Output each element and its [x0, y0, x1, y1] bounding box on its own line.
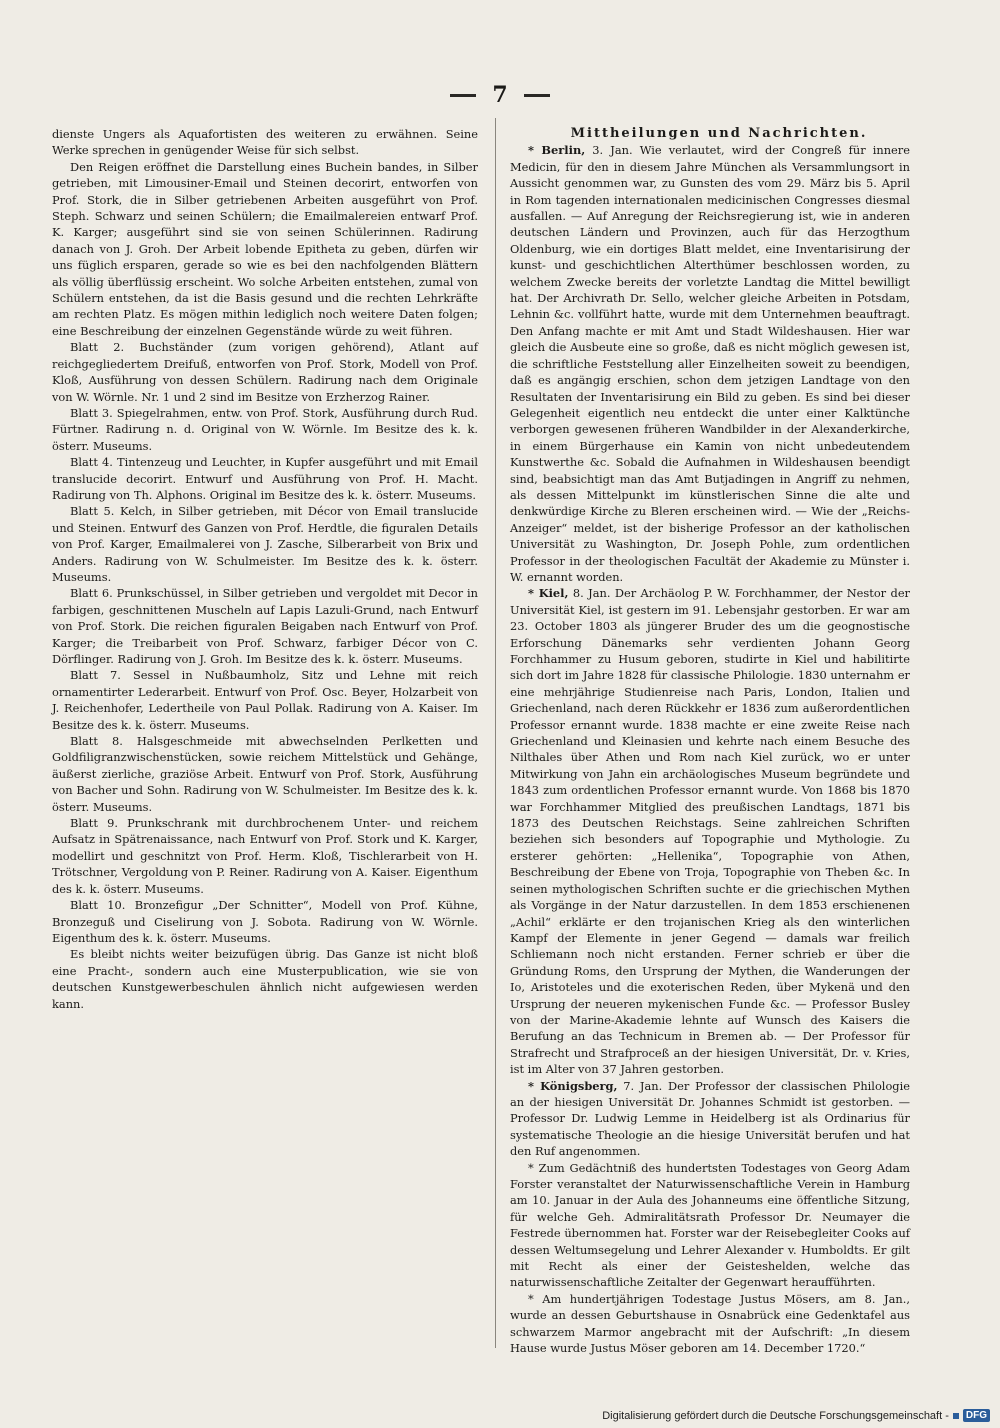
news-item	[510, 142, 910, 585]
news-item-lead: * Berlin,	[528, 143, 586, 158]
news-item-lead: * Königsberg,	[528, 1078, 618, 1093]
news-item-text: 3. Jan. Wie verlautet, wird der Congreß für innere Medicin, für den in diesem Jahre München als Versammlungsort in Aussicht genommen war, zu Gunsten des vom 29. März bis 5. April in Rom tagenden internationalen medicinischen Congresses diesmal ausfallen. — Auf Anregung der Reichsregierung ist, wie in anderen deutschen Ländern und Provinzen, auch für das Herzogthum Oldenburg, wie ein dortiges Blatt meldet, eine Inventarisirung der kunst- und geschichtlichen Alterthümer beschlossen worden, zu welchem Zwecke bereits der vorletzte Landtag die Mittel bewilligt hat. Der Archivrath Dr. Sello, welcher gleiche Arbeiten in Potsdam, Lehnin &c. vollführt hatte, wurde mit dem Unternehmen beauftragt. Den Anfang machte er mit Amt und Stadt Wildeshausen. Hier war gleich die Ausbeute eine so große, daß es nicht möglich gewesen ist, die schriftliche Feststellung aller Einzelheiten soweit zu beendigen, daß es angängig erschien, schon dem jetzigen Landtage von den Resultaten der Inventarisirung ein Bild zu geben. Es sind bei dieser Gelegenheit eigentlich neu entdeckt die unter einer Kalktünche verborgen gewesenen früheren Wandbilder in der Alexanderkirche, in einem Bürgerhause ein Kamin von nicht unbedeutendem Kunstwerthe &c. Sobald die Aufnahmen in Wildeshausen beendigt sind, beabsichtigt man das Amt Butjadingen in Angriff zu nehmen, als dessen Mittelpunkt im künstlerischen Sinne die alte und denkwürdige Kirche zu Bleren erscheinen wird. — Wie der „Reichs-Anzeiger“ meldet, ist der bisherige Professor an der katholischen Universität zu Washington, Dr. Joseph Pohle, zum ordentlichen Professor in der theologischen Facultät der Akademie zu Münster i. W. ernannt worden.	[510, 143, 910, 584]
news-item-text: * Zum Gedächtniß des hundertsten Todestages von Georg Adam Forster veranstaltet der Naturwissenschaftliche Verein in Hamburg am 10. Januar in der Aula des Johanneums eine öffentliche Sitzung, für welche Geh. Admiralitätsrath Professor Dr. Neumayer die Festrede übernommen hat. Forster war der Reisebegleiter Cooks auf dessen Weltumsegelung und Lehrer Alexander v. Humboldts. Er gilt mit Recht als einer der Geisteshelden, welche das naturwissenschaftliche Zeitalter der Gegenwart heraufführten.	[510, 1160, 910, 1290]
left-paragraph: Blatt 2. Buchständer (zum vorigen gehörend), Atlant auf reichgegliedertem Dreifuß, entworfen von Prof. Stork, Modell von Prof. Kloß, Ausführung von dessen Schülern. Radirung nach dem Originale von W. Wörnle. Nr. 1 und 2 sind im Besitze von Erzherzog Rainer.	[52, 340, 478, 404]
page-header	[0, 80, 1000, 110]
news-item	[510, 1078, 910, 1160]
left-paragraph: Blatt 6. Prunkschüssel, in Silber getrieben und vergoldet mit Decor in farbigen, geschnittenen Muscheln auf Lapis Lazuli-Grund, nach Entwurf von Prof. Stork. Die reichen figuralen Beigaben nach Entwurf von Prof. Karger; die Treibarbeit von Prof. Schwarz, farbiger Décor von C. Dörflinger. Radirung von J. Groh. Im Besitze des k. k. österr. Museums.	[52, 586, 478, 666]
section-title: Mittheilungen und Nachrichten.	[570, 126, 868, 141]
left-paragraph: Blatt 4. Tintenzeug und Leuchter, in Kupfer ausgeführt und mit Email translucide decorirt. Entwurf und Ausführung von Prof. H. Macht. Radirung von Th. Alphons. Original im Besitze des k. k. österr. Museums.	[52, 455, 478, 502]
news-item-lead: * Kiel,	[528, 586, 569, 601]
left-paragraph: Blatt 5. Kelch, in Silber getrieben, mit Décor von Email translucide und Steinen. Entwurf des Ganzen von Prof. Herdtle, die figuralen Details von Prof. Karger, Emailmalerei von J. Zasche, Silberarbeit von Brix und Anders. Radirung von W. Schulmeister. Im Besitze des k. k. österr. Museums.	[52, 504, 478, 584]
left-paragraph: Blatt 3. Spiegelrahmen, entw. von Prof. Stork, Ausführung durch Rud. Fürtner. Radirung n. d. Original von W. Wörnle. Im Besitze des k. k. österr. Museums.	[52, 405, 478, 453]
left-paragraph: Blatt 9. Prunkschrank mit durchbrochenem Unter- und reichem Aufsatz in Spätrenaissance, nach Entwurf von Prof. Stork und K. Karger, modellirt und geschnitzt von Prof. Herm. Kloß, Tischlerarbeit von H. Trötschner, Vergoldung von P. Reiner. Radirung von A. Kaiser. Eigenthum des k. k. österr. Museums.	[52, 816, 478, 896]
news-item-text: 8. Jan. Der Archäolog P. W. Forchhammer, der Nestor der Universität Kiel, ist gestern im 91. Lebensjahr gestorben. Er war am 23. October 1803 als jüngerer Bruder des um die geognostische Erforschung Dänemarks sehr verdienten Johann Georg Forchhammer zu Husum geboren, studirte in Kiel und habilitirte sich dort im Jahre 1828 für classische Philologie. 1830 unternahm er eine mehrjährige Studienreise nach Paris, London, Italien und Griechenland, nach deren Rückkehr er 1836 zum außerordentlichen Professor ernannt wurde. 1838 machte er eine zweite Reise nach Griechenland und Kleinasien und kehrte nach einem Besuche des Nilthales über Athen und Rom nach Kiel zurück, wo er unter Mitwirkung von Jahn ein archäologisches Museum begründete und 1843 zum ordentlichen Professor ernannt wurde. Von 1868 bis 1870 war Forchhammer Mitglied des preußischen Landtags, 1871 bis 1873 des Deutschen Reichstags. Seine zahlreichen Schriften beziehen sich besonders auf Topographie und Mythologie. Zu ersterer gehörten: „Hellenika“, Topographie von Athen, Beschreibung der Ebene von Troja, Topographie von Theben &c. In seinen mythologischen Schriften suchte er die griechischen Mythen als Vorgänge in der Natur darzustellen. In dem 1853 erschienenen „Achil“ erklärte er den trojanischen Krieg als den winterlichen Kampf der Elemente in jener Gegend — damals war freilich Schliemann noch nicht erstanden. Ferner schrieb er über die Gründung Roms, den Ursprung der Mythen, die Wanderungen der Io, Aristoteles und die exoterischen Reden, über Mykenä und den Ursprung der neueren mykenischen Funde &c. — Professor Busley von der Marine-Akademie lehnte auf Wunsch des Kaisers die Berufung an das Technicum in Bremen ab. — Der Professor für Strafrecht und Strafproceß an der hiesigen Universität, Dr. v. Kries, ist im Alter von 37 Jahren gestorben.	[510, 586, 910, 1077]
news-item	[510, 585, 910, 1077]
dfg-logo: DFG	[963, 1409, 990, 1422]
right-column	[510, 126, 910, 1356]
left-paragraph: Blatt 8. Halsgeschmeide mit abwechselnden Perlketten und Goldfiligranzwischenstücken, sowie reichem Mittelstück und Gehänge, äußerst zierliche, graziöse Arbeit. Entwurf von Prof. Stork, Ausführung von Bacher und Sohn. Radirung von W. Schulmeister. Im Besitze des k. k. österr. Museums.	[52, 734, 478, 814]
header-dash-left	[450, 94, 476, 97]
news-item-text: 7. Jan. Der Professor der classischen Philologie an der hiesigen Universität Dr. Johannes Schmidt ist gestorben. — Professor Dr. Ludwig Lemme in Heidelberg ist als Ordinarius für systematische Theologie an die hiesige Universität berufen und hat den Ruf angenommen.	[510, 1078, 910, 1159]
left-paragraph: Es bleibt nichts weiter beizufügen übrig. Das Ganze ist nicht bloß eine Pracht-, sondern auch eine Musterpublication, wie sie von deutschen Kunstgewerbeschulen ähnlich nicht aufgewiesen werden kann.	[52, 947, 478, 1011]
header-dash-right	[524, 94, 550, 97]
left-paragraph: dienste Ungers als Aquafortisten des weiteren zu erwähnen. Seine Werke sprechen in genügender Weise für sich selbst.	[52, 127, 478, 158]
news-item	[510, 1160, 910, 1291]
page-number: 7	[492, 82, 508, 108]
left-paragraph: Blatt 10. Bronzefigur „Der Schnitter“, Modell von Prof. Kühne, Bronzeguß und Ciselirung von J. Sobota. Radirung von W. Wörnle. Eigenthum des k. k. österr. Museums.	[52, 898, 478, 945]
left-paragraph: Blatt 7. Sessel in Nußbaumholz, Sitz und Lehne mit reich ornamentirter Lederarbeit. Entwurf von Prof. Osc. Beyer, Holzarbeit von J. Reichenhofer, Ledertheile von Paul Pollak. Radirung von A. Kaiser. Im Besitze des k. k. österr. Museums.	[52, 668, 478, 732]
news-item-text: * Am hundertjährigen Todestage Justus Mösers, am 8. Jan., wurde an dessen Geburtshause in Osnabrück eine Gedenktafel aus schwarzem Marmor angebracht mit der Aufschrift: „In diesem Hause wurde Justus Möser geboren am 14. December 1720.“	[510, 1291, 910, 1356]
left-column	[52, 126, 478, 1012]
column-divider	[495, 118, 496, 1348]
left-paragraph: Den Reigen eröffnet die Darstellung eines Buchein bandes, in Silber getrieben, mit Limousiner-Email und Steinen decorirt, entworfen von Prof. Stork, die in Silber getriebenen Arbeiten ausgeführt von Prof. Steph. Schwarz und seinen Schülern; die Emailmalereien entwarf Prof. K. Karger; ausgeführt sind sie von seinen Schülerinnen. Radirung danach von J. Groh. Der Arbeit lobende Epitheta zu geben, dürfen wir uns füglich ersparen, gerade so wie es bei den nachfolgenden Blättern als völlig überflüssig erscheint. Wo solche Arbeiten entstehen, zumal von Schülern entstehen, da ist die Basis gesund und die rechten Lehrkräfte am rechten Platz. Es mögen mithin lediglich noch weitere Daten folgen; eine Beschreibung der einzelnen Gegenstände würde zu weit führen.	[52, 159, 478, 338]
dfg-mark-icon	[953, 1413, 959, 1419]
digitization-credit	[602, 1409, 990, 1422]
news-item	[510, 1291, 910, 1357]
credit-text: Digitalisierung gefördert durch die Deutsche Forschungsgemeinschaft -	[602, 1409, 949, 1422]
